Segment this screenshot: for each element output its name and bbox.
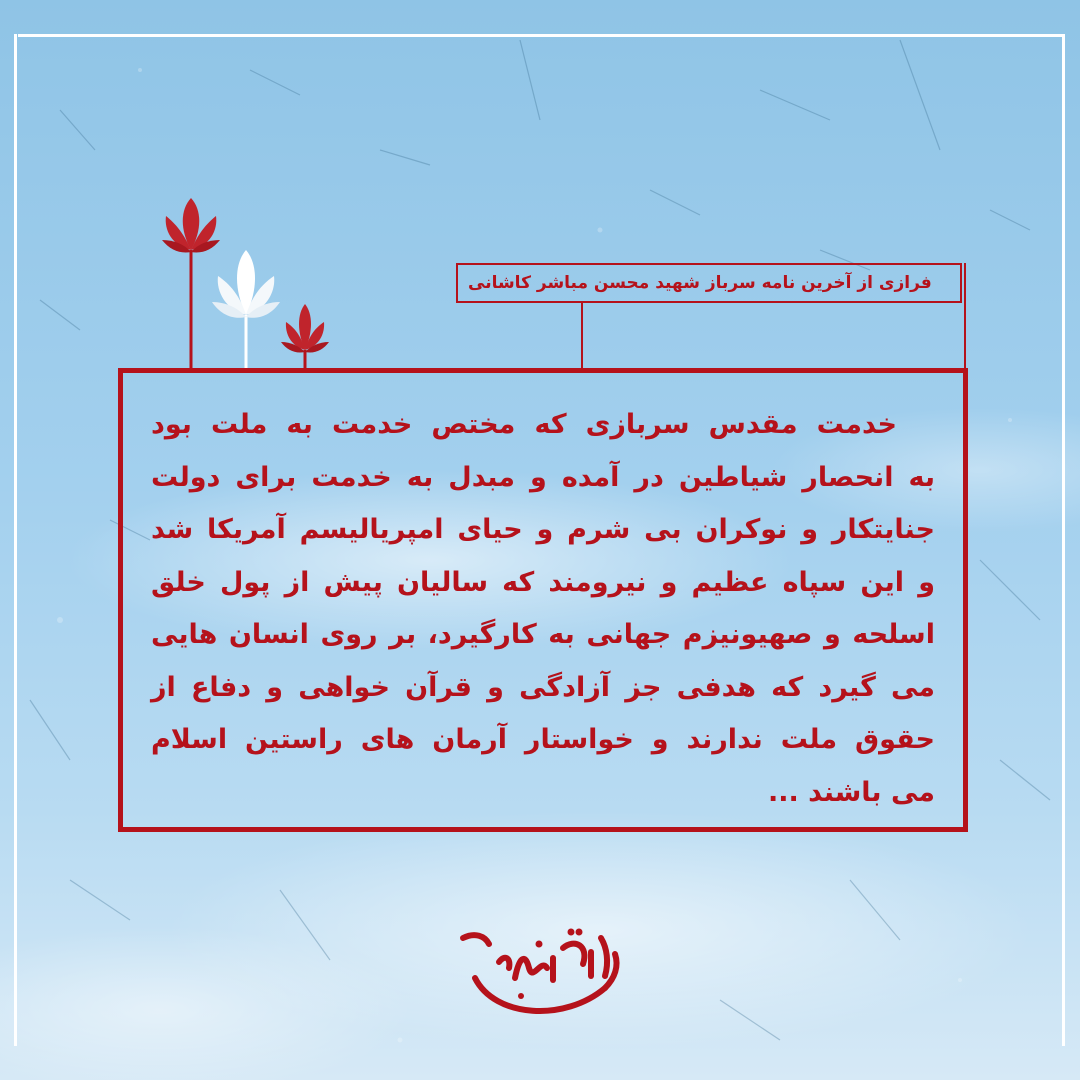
white-lotus-flower-icon	[212, 250, 280, 370]
red-lotus-flower-icon	[162, 198, 220, 370]
quote-line: خدمت مقدس سربازی که مختص خدمت به ملت بود	[151, 409, 897, 440]
quote-line: به انحصار شیاطین در آمده و مبدل به خدمت برای دولت	[151, 461, 935, 493]
title-label: فرازی از آخرین نامه سرباز شهید محسن مباشر کاشانی	[468, 273, 932, 293]
quote-line: اسلحه و صهیونیزم جهانی به کارگیرد، بر روی انسان هایی	[151, 619, 935, 650]
connector-line-center	[581, 303, 583, 370]
connector-line-right	[964, 263, 966, 370]
quote-line: حقوق ملت ندارند و خواستار آرمان های راستین اسلام	[151, 724, 935, 755]
quote-line: می گیرد که هدفی جز آزادگی و قرآن خواهی و دفاع از	[151, 671, 935, 703]
title-label-box	[456, 263, 962, 303]
quote-line: و این سپاه عظیم و نیرومند که سالیان پیش از پول خلق	[151, 566, 935, 598]
quote-line: می باشند ...	[767, 776, 935, 808]
frame-right-line	[1062, 34, 1065, 1046]
quote-line: جنایتکار و نوکران بی شرم و حیای امپریالیسم آمریکا شد	[151, 514, 935, 545]
frame-top-line	[18, 34, 1062, 37]
quote-box	[118, 368, 968, 832]
red-lotus-flower-icon	[281, 304, 329, 370]
lotus-flowers	[150, 190, 350, 370]
frame-left-line	[14, 34, 17, 1046]
calligraphy-logo-icon	[455, 918, 635, 1028]
